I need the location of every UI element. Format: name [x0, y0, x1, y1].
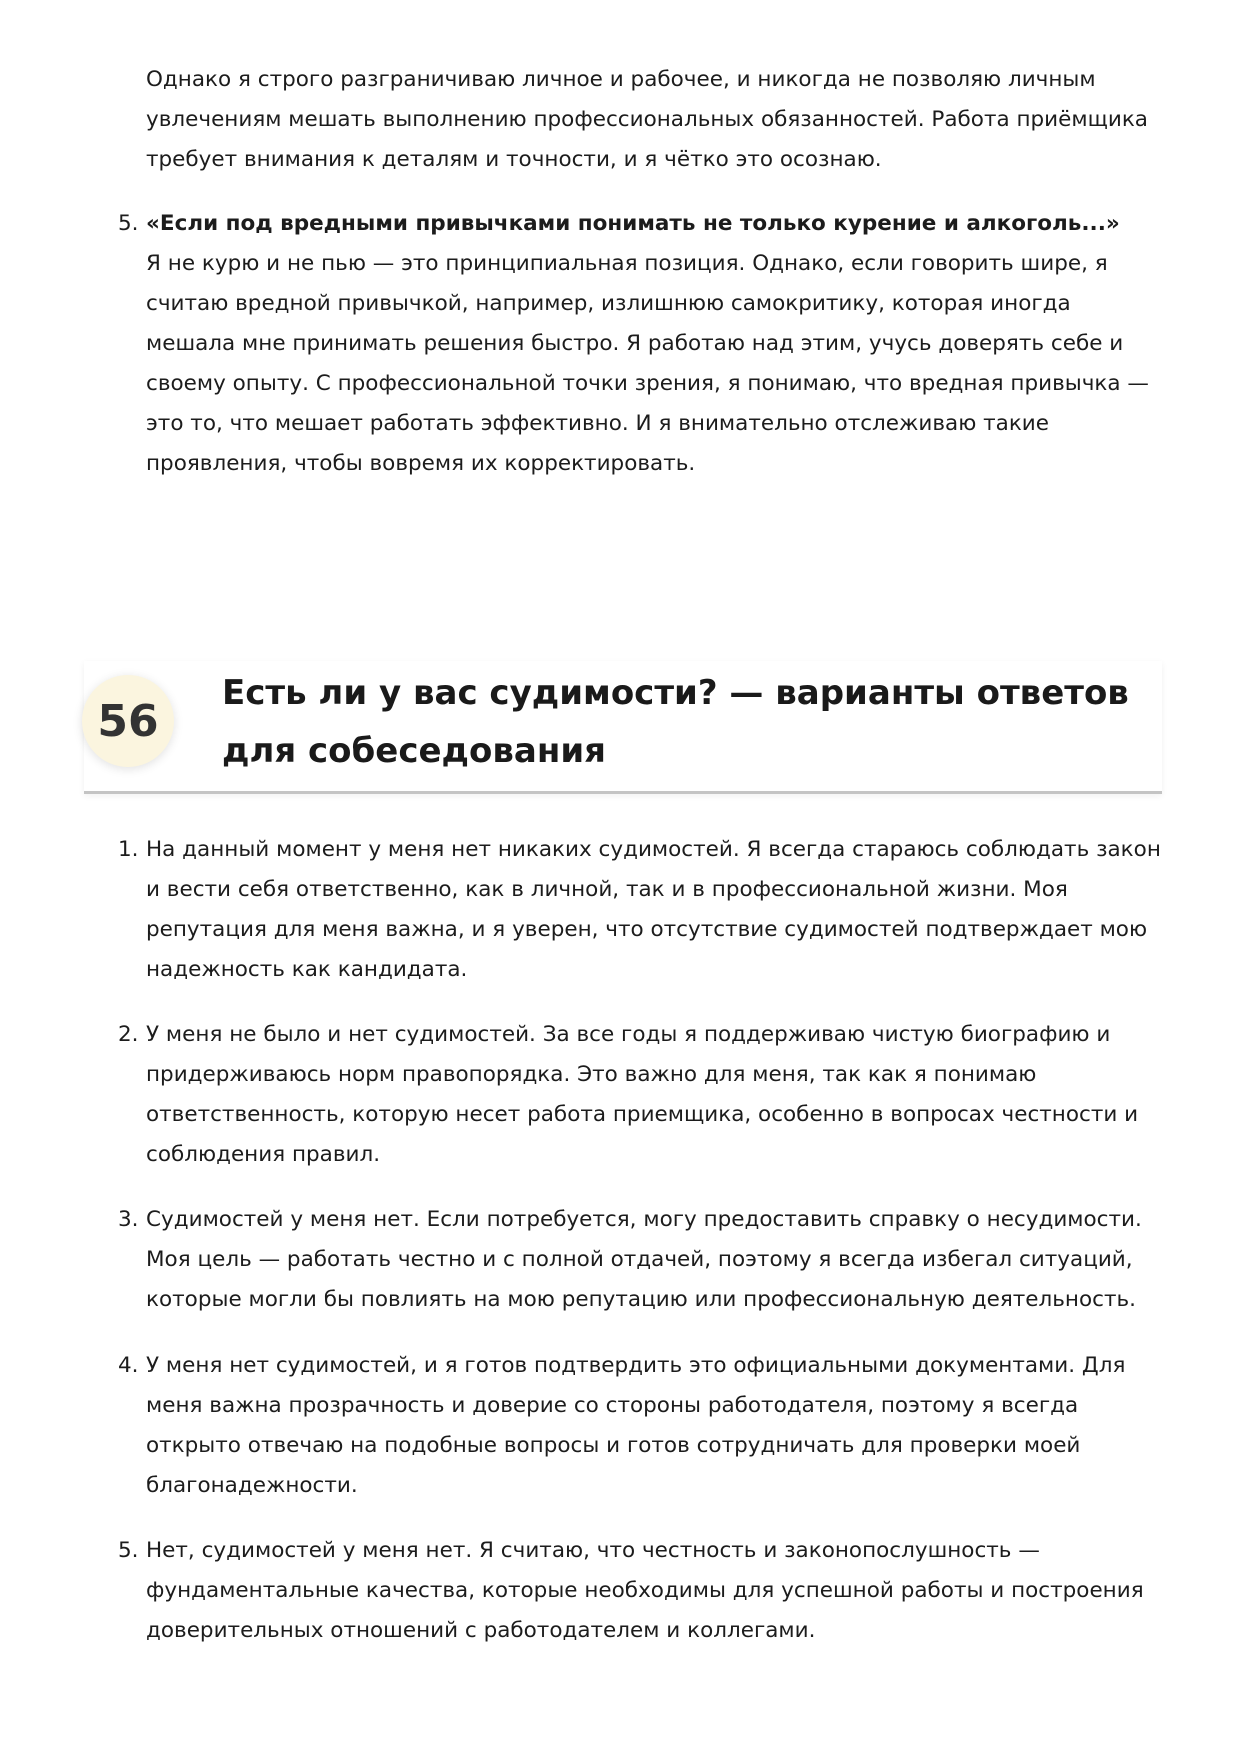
continuation-paragraph: Однако я строго разграничиваю личное и рабочее, и никогда не позволяю личным увлечениям мешать выполнению профессиональных обязанностей. Работа приёмщика требует внимания к деталям и точности, и я чётко это осознаю. [146, 67, 1148, 172]
answer-2-text: У меня не было и нет судимостей. За все годы я поддерживаю чистую биографию и придерживаюсь норм правопорядка. Это важно для меня, так как я понимаю ответственность, которую несет работа приемщика, особенно в вопросах честности и соблюдения правил. [146, 1022, 1139, 1167]
answer-5-number: 5. [118, 1538, 139, 1563]
item-5-bold-title: «Если под вредными привычками понимать не только курение и алкоголь...» [146, 211, 1120, 236]
answer-5-text: Нет, судимостей у меня нет. Я считаю, что честность и законопослушность — фундаментальные качества, которые необходимы для успешной работы и построения доверительных отношений с работодателем и коллегами. [146, 1538, 1144, 1643]
answer-3-number: 3. [118, 1207, 139, 1232]
item-5-text: Я не курю и не пью — это принципиальная позиция. Однако, если говорить шире, я считаю вредной привычкой, например, излишнюю самокритику, которая иногда мешала мне принимать решения быстро. Я работаю над этим, учусь доверять себе и своему опыту. С профессиональной точки зрения, я понимаю, что вредная привычка — это то, что мешает работать эффективно. И я внимательно отслеживаю такие проявления, чтобы вовремя их корректировать. [146, 251, 1149, 476]
section-title: Есть ли у вас судимости? — варианты ответов для собеседования [222, 673, 1129, 771]
answer-4-text: У меня нет судимостей, и я готов подтвердить это официальными документами. Для меня важна прозрачность и доверие со стороны работодателя, поэтому я всегда открыто отвечаю на подобные вопросы и готов сотрудничать для проверки моей благонадежности. [146, 1353, 1126, 1498]
answer-3-text: Судимостей у меня нет. Если потребуется, могу предоставить справку о несудимости. Моя цель — работать честно и с полной отдачей, поэтому я всегда избегал ситуаций, которые могли бы повлиять на мою репутацию или профессиональную деятельность. [146, 1207, 1142, 1312]
answer-1-text: На данный момент у меня нет никаких судимостей. Я всегда стараюсь соблюдать закон и вести себя ответственно, как в личной, так и в профессиональной жизни. Моя репутация для меня важна, и я уверен, что отсутствие судимостей подтверждает мою надежность как кандидата. [146, 837, 1161, 982]
list-number-item-5: 5. [118, 211, 139, 236]
answer-1-number: 1. [118, 837, 139, 862]
answer-2-number: 2. [118, 1022, 139, 1047]
section-number-badge: 56 [82, 675, 174, 767]
answer-4-number: 4. [118, 1353, 139, 1378]
